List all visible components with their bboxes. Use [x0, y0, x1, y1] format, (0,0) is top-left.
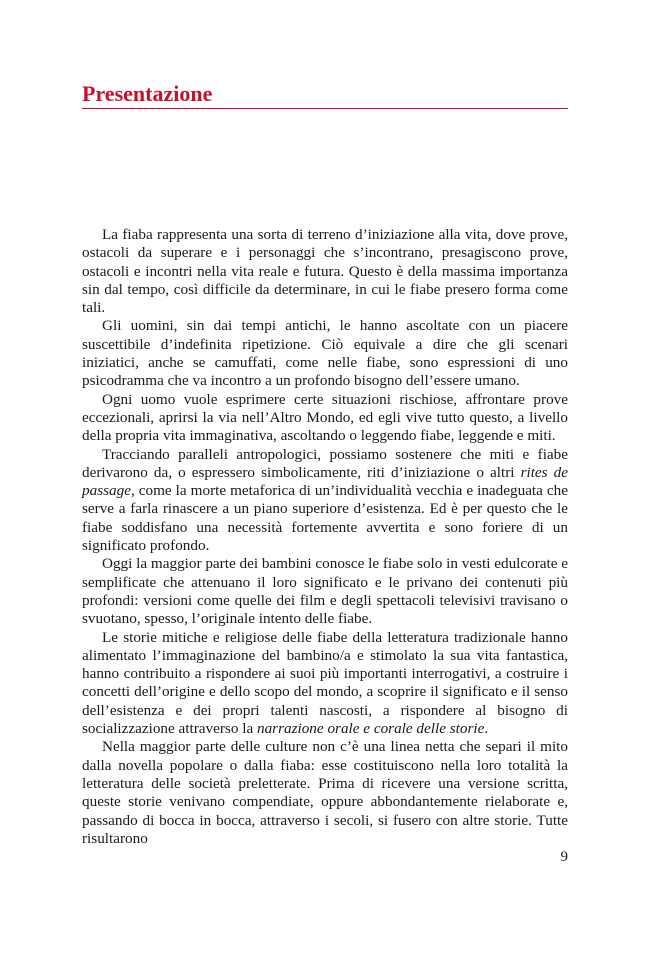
page-title: Presentazione: [82, 81, 213, 106]
body-text: [82, 226, 568, 848]
paragraph-4-text-b: , come la morte metaforica di un’individualità vecchia e inadeguata che serve a farla rinascere a un piano superiore d’esistenza. Ed è per questo che le fiabe soddisfano una necessità fortemente avvertita e sono foriere di un significato profondo.: [82, 482, 568, 555]
paragraph-6-text-b: .: [484, 720, 489, 738]
paragraph-7: Nella maggior parte delle culture non c’è una linea netta che separi il mito dalla novella popolare o dalla fiaba: esse costituiscono nella loro totalità la letteratura delle società preletterate. Prima di ricevere una versione scritta, queste storie venivano compendiate, oppure abbondantemente rielaborate e, passando di bocca in bocca, attraverso i secoli, si fusero con altre storie. Tutte risultarono: [82, 738, 568, 847]
paragraph-4: [82, 446, 568, 556]
paragraph-5: Oggi la maggior parte dei bambini conosce le fiabe solo in vesti edulcorate e semplificate che attenuano il loro significato e le privano dei contenuti più profondi: versioni come quelle dei film e degli spettacoli televisivi travisano o svuotano, spesso, l’originale intento delle fiabe.: [82, 555, 569, 628]
paragraph-2: Gli uomini, sin dai tempi antichi, le hanno ascoltate con un piacere suscettibile d’indefinita ripetizione. Ciò equivale a dire che gli scenari iniziatici, anche se camuffati, come nelle fiabe, sono espressioni di uno psicodramma che va incontro a un profondo bisogno dell’essere umano.: [82, 317, 568, 390]
page-number: 9: [560, 849, 568, 865]
paragraph-6-italic: narrazione orale e corale delle storie: [256, 720, 485, 738]
paragraph-3: Ogni uomo vuole esprimere certe situazioni rischiose, affrontare prove eccezionali, aprirsi la via nell’Altro Mondo, ed egli vive tutto questo, a livello della propria vita immaginativa, ascoltando o leggendo fiabe, leggende e miti.: [82, 390, 568, 445]
paragraph-4-text-a: Tracciando paralleli antropologici, possiamo sostenere che miti e fiabe derivarono da, o espressero simbolicamente, riti d’iniziazione o altri: [82, 445, 568, 481]
paragraph-1: La fiaba rappresenta una sorta di terreno d’iniziazione alla vita, dove prove, ostacoli da superare e i personaggi che s’incontrano, presagiscono prove, ostacoli e incontri nella vita reale e futura. Questo è della massima importanza sin dal tempo, così difficile da determinare, in cui le fiabe presero forma come tali.: [82, 226, 568, 317]
paragraph-4-italic: rites de passage: [82, 463, 568, 500]
title-underline: [82, 108, 568, 109]
paragraph-6: [82, 629, 568, 739]
paragraph-6-text-a: Le storie mitiche e religiose delle fiabe della letteratura tradizionale hanno alimentato l’immaginazione del bambino/a e stimolato la sua vita fantastica, hanno contribuito a rispondere ai suoi più importanti interrogativi, a costruire i concetti dell’origine e dello scopo del mondo, a scoprire il significato e il senso dell’esistenza e dei propri talenti nascosti, a rispondere al bisogno di socializzazione attraverso la: [82, 628, 568, 738]
